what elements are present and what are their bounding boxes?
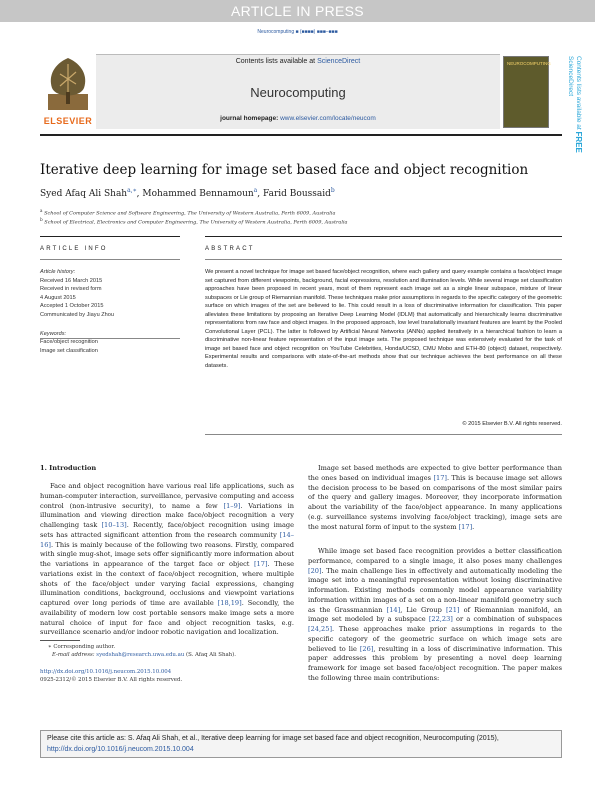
citation-link[interactable]: [21] xyxy=(445,605,460,614)
abstract-heading: ABSTRACT xyxy=(205,246,255,252)
author-list: Syed Afaq Ali Shah$^{a,∗}$, Mohammed Bennamoun$^a$, Farid Boussaid$^b$ xyxy=(40,187,335,199)
info-bottom-rule xyxy=(40,338,180,339)
citation-link[interactable]: [1–9] xyxy=(223,501,241,510)
header-rule xyxy=(40,134,562,136)
contents-line: Contents lists available at ScienceDirect xyxy=(235,58,361,65)
doi-link[interactable]: http://dx.doi.org/10.1016/j.neucom.2015.10.004 xyxy=(40,669,172,675)
elsevier-wordmark: ELSEVIER xyxy=(43,116,93,126)
citation-link[interactable]: [20] xyxy=(308,566,322,575)
abstract-bottom-rule xyxy=(205,434,562,435)
abstract-rule xyxy=(205,236,562,237)
citation-link[interactable]: [10–13] xyxy=(101,521,127,529)
citation-link[interactable]: [17] xyxy=(253,560,268,568)
article-identifiers: http://dx.doi.org/10.1016/j.neucom.2015.10.004 0925-2312/© 2015 Elsevier B.V. All rights reserved. xyxy=(40,668,294,685)
citation-doi-link[interactable]: http://dx.doi.org/10.1016/j.neucom.2015.10.004 xyxy=(47,746,194,753)
citation-link[interactable]: [18,19] xyxy=(217,599,242,607)
article-info: Article history: Received 16 March 2015 Received in revised form 4 August 2015 Accepted 1 October 2015 Communicated by Jiayu Zhou Keywords: Face/object recognition Image set classification xyxy=(40,269,114,354)
column-left-paragraph: Face and object recognition have various real life applications, such as human-computer interaction, surveillance, pervasive computing and access control (non-intrusive security), to name a few [1–9]. Variations in illumination and viewing direction make face/object recognition a very challenging task [10–13]. Recently, face/object recognition using image sets has attracted significant attention from the research community [14–16]. This is mainly because of the following two reasons. Firstly, compared with single mug-shot, image sets offer significantly more information about the variations in appearance of the target face or object [17]. These variations exist in the context of face/object recognition, where multiple shots of the face/object under varying facial expressions, changing illumination conditions, background, occlusions and viewpoint variations captured over long periods of time are available [18,19]. Secondly, the availability of modern low cost portable sensors make image sets a more natural choice of input for face and object recognition tasks, e.g. surveillance scenario and/or indoor robotic navigation and localization. xyxy=(40,482,295,637)
citation-link[interactable]: [17] xyxy=(458,522,473,531)
article-info-heading: ARTICLE INFO xyxy=(40,246,108,252)
citation-link[interactable]: [17] xyxy=(433,473,448,482)
citation-link[interactable]: [14] xyxy=(386,605,401,614)
citation-link[interactable]: [24,25] xyxy=(308,625,333,633)
journal-reference: Neurocomputing ■ (■■■■) ■■■–■■■ xyxy=(257,29,338,35)
footnote-rule xyxy=(40,640,80,641)
abstract-subrule xyxy=(205,259,562,260)
footnote: ∗ Corresponding author. E-mail address: syedshah@research.uwa.edu.au (S. Afaq Ali Shah). xyxy=(48,644,236,658)
abstract-text: We present a novel technique for image set based face/object recognition, where each gallery and query example contains a face/object image set captured from different viewpoints, background, facial expressions, resolution and illumination levels. While several image set classification approaches have been proposed in recent years, most of them represent each image set as a single linear subspace, mixture of linear subspaces or Lie group of Riemannian manifold. These techniques make prior assumptions in regards to the specific category of the geometric surface on which images of the set are believed to lie. This could result in a loss of discriminative information for classification. This paper alleviates these limitations by proposing an Iterative Deep Learning Model (IDLM) that automatically and hierarchically learns discriminative representations from raw face and object images. In the proposed approach, low level translationally invariant features are learnt by the Pooled Convolutional Layer (PCL). The latter is followed by Artificial Neural Networks (ANNs) applied iteratively in a hierarchical fashion to learn a discriminative non-linear feature representation of the input image sets. The proposed technique was extensively evaluated for the task of image set based face and object recognition on YouTube Celebrities, Honda/UCSD, CMU Mobo and ETH-80 (object) dataset, respectively. Experimental results and comparisons with state-of-the-art methods show that our technique achieves the best performance on all these datasets. xyxy=(205,269,562,370)
journal-cover-thumbnail xyxy=(503,56,549,128)
citation-box: Please cite this article as: S. Afaq Ali Shah, et al., Iterative deep learning for image set based face and object recognition, Neurocomputing (2015), http://dx.doi.org/10.1016/j.neucom.2015.10.004 xyxy=(40,730,562,758)
homepage-link[interactable]: www.elsevier.com/locate/neucom xyxy=(280,115,376,122)
abstract-copyright: © 2015 Elsevier B.V. All rights reserved. xyxy=(462,421,562,427)
info-rule xyxy=(40,236,180,237)
sciencedirect-link[interactable]: ScienceDirect xyxy=(317,58,361,65)
column-right-paragraph-1: Image set based methods are expected to give better performance than the ones based on individual images [17]. This is because image set allows the decision process to be based on comparisons of the most similar pairs of the query and gallery images. Moreover, they incorporate information about the variability of the face/object appearance. In many applications (e.g. surveillance systems involving face/object tracking), image sets are the most natural form of input to the system [17]. xyxy=(308,464,562,531)
column-right-paragraph-2: While image set based face recognition provides a better classification performance, compared to a single image, it also poses many challenges [20]. The main challenge lies in effectively and automatically modeling the image set into a meaningful representation without losing discriminative information. Existing methods commonly model appearance variability information within images of a set on a non-linear manifold geometry such as the Grassmannian [14], Lie Group [21] of Riemannian manifold, an image set modeled by a subspace [22,23] or a combination of subspaces [24,25]. These approaches make prior assumptions in regards to the specific category of the geometric surface on which image sets are believed to lie [26], resulting in a loss of discriminative information. This paper addresses this problem by presenting a novel deep learning framework for image set based face/object recognition. The paper makes the following three main contributions: xyxy=(308,547,563,682)
journal-homepage: journal homepage: www.elsevier.com/locate/neucom xyxy=(220,115,376,122)
article-in-press-banner: ARTICLE IN PRESS xyxy=(0,0,595,22)
email-link[interactable]: syedshah@research.uwa.edu.au xyxy=(96,652,185,658)
section-heading-introduction: 1. Introduction xyxy=(40,464,97,472)
journal-name: Neurocomputing xyxy=(250,85,346,100)
free-access-badge[interactable]: Contents lists available at FREE ScienceDirect xyxy=(567,56,583,153)
citation-link[interactable]: [14–16] xyxy=(40,530,294,549)
cover-title: NEUROCOMPUTING xyxy=(507,61,551,66)
citation-link[interactable]: [26] xyxy=(359,644,374,653)
info-subrule xyxy=(40,259,180,260)
affiliation-b: $^b$ School of Electrical, Electronics and Computer Engineering, The University of Western Australia, Perth 6009, Australia xyxy=(40,217,348,226)
citation-link[interactable]: [22,23] xyxy=(428,615,453,624)
article-title: Iterative deep learning for image set based face and object recognition xyxy=(40,162,529,178)
affiliation-a: $^a$ School of Computer Science and Software Engineering, The University of Western Australia, Perth 6009, Australia xyxy=(40,208,336,217)
